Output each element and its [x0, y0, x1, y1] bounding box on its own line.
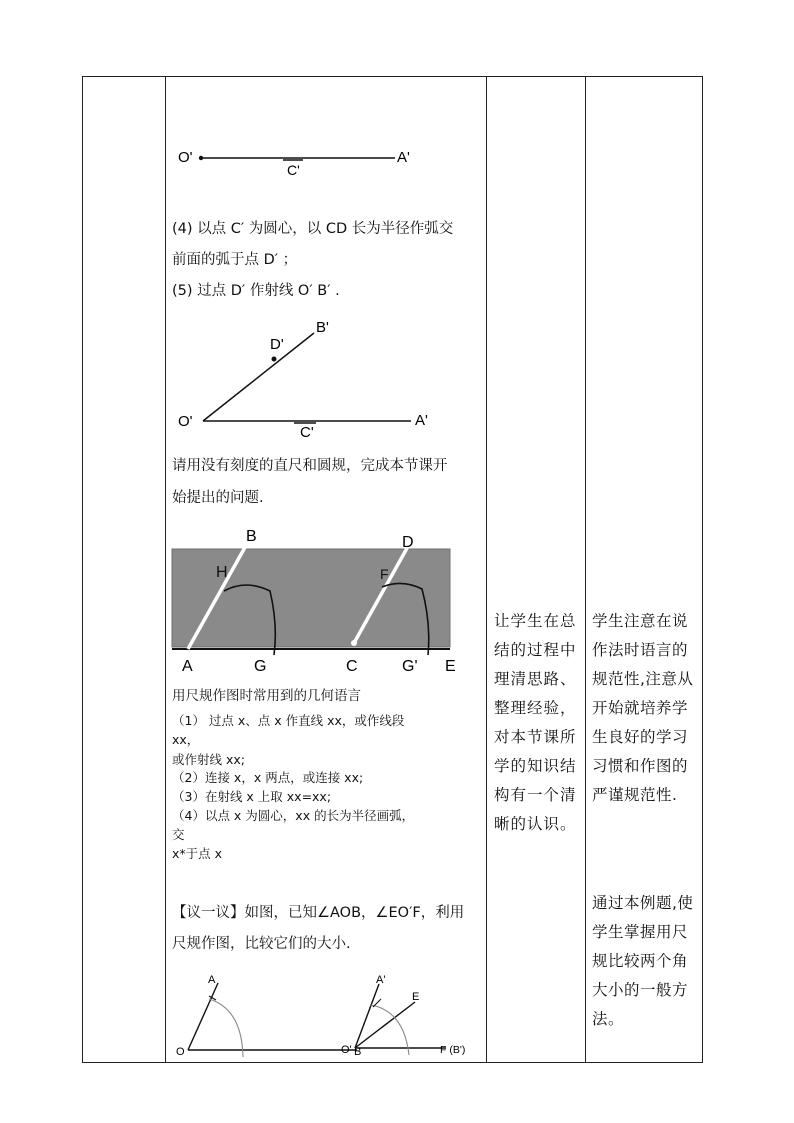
figure-ray-ob [166, 315, 486, 445]
geometry-line5: （3）在射线 x 上取 xx=xx; [172, 789, 332, 804]
photo-label-c: C [346, 658, 358, 675]
prompt-line2: 始提出的问题. [172, 490, 264, 506]
remarks-line: 规比较两个角 [592, 952, 689, 970]
remarks-line: 大小的一般方 [592, 981, 689, 999]
remarks-line: 习惯和作图的 [592, 757, 689, 775]
remarks-cell [586, 77, 704, 1062]
label-o-prime-2: O' [178, 413, 193, 430]
discuss-line1: 【议一议】如图，已知∠AOB，∠EO′F，利用 [172, 905, 465, 921]
label-c-prime: C' [287, 162, 300, 178]
angle-label-a: A [208, 974, 216, 986]
photo-label-h: H [216, 564, 228, 581]
intent-line: 结的过程中 [494, 641, 577, 659]
angle-label-b: B [354, 1046, 362, 1058]
remarks-line: 学生掌握用尺 [592, 923, 689, 941]
intent-line: 让学生在总 [494, 612, 577, 630]
angle-label-e: E [412, 991, 420, 1003]
figure-photo-parallel [166, 525, 486, 675]
intent-cell [487, 77, 585, 1062]
figure-segment-oa [166, 137, 486, 187]
remarks-line: 作法时语言的 [592, 641, 689, 659]
intent-line: 构有一个清 [494, 786, 577, 804]
intent-line: 对本节课所 [494, 728, 577, 746]
discuss-line2: 尺规作图，比较它们的大小. [172, 936, 351, 952]
photo-label-f: F [380, 566, 389, 582]
remarks-line: 规范性,注意从 [592, 670, 694, 688]
geometry-line3: 或作射线 xx; [172, 752, 245, 767]
intent-line: 学的知识结 [494, 757, 577, 775]
label-b-prime: B' [316, 319, 329, 336]
photo-label-g2: G' [402, 658, 418, 675]
intent-line: 理清思路、 [494, 670, 577, 688]
label-o-prime: O' [178, 149, 193, 166]
remarks-para1 [592, 607, 704, 810]
step4-line1: (4) 以点 C′ 为圆心，以 CD 长为半径作弧交 [172, 221, 454, 237]
photo-label-a: A [182, 658, 193, 675]
geometry-line2: xx， [172, 732, 200, 747]
angle-label-o-prime: O' [341, 1044, 352, 1056]
figure-angle-eof [334, 969, 486, 1064]
arc-tick-a-prime [373, 999, 381, 1007]
arc-aob [209, 999, 243, 1057]
label-a-prime: A' [397, 149, 410, 166]
geometry-line6: （4）以点 x 为圆心，xx 的长为半径画弧， [172, 808, 415, 823]
lesson-table [82, 76, 703, 1063]
geometry-language-title: 用尺规作图时常用到的几何语言 [172, 688, 361, 704]
point-c [351, 640, 357, 646]
photo-label-e: E [445, 658, 456, 675]
geometry-line7: 交 [172, 827, 185, 842]
photo-label-g: G [254, 658, 267, 675]
remarks-line: 通过本例题,使 [592, 894, 694, 912]
geometry-line8: x*于点 x [172, 846, 223, 861]
step5: (5) 过点 D′ 作射线 O′ B′ . [172, 283, 340, 299]
photo-label-b: B [246, 528, 257, 545]
ruler-board [172, 549, 450, 647]
angle-label-o: O [176, 1046, 185, 1058]
remarks-line: 严谨规范性. [592, 786, 678, 804]
photo-label-d: D [402, 534, 414, 551]
geometry-line4: （2）连接 x，x 两点，或连接 xx; [172, 770, 364, 785]
remarks-line: 学生注意在说 [592, 612, 689, 630]
angle-label-f-b: F (B') [440, 1044, 466, 1056]
intent-line: 晰的认识。 [494, 815, 577, 833]
point-d-prime [272, 357, 277, 362]
label-a-prime-2: A' [415, 412, 428, 429]
ray-o-a-angle [188, 983, 218, 1050]
intent-text [494, 607, 584, 839]
remarks-line: 生良好的学习 [592, 728, 689, 746]
ray-o-b [203, 333, 314, 421]
label-d-prime: D' [270, 336, 284, 353]
intent-line: 整理经验， [494, 699, 577, 717]
label-c-prime-2: C' [300, 424, 314, 441]
geometry-line1: （1） 过点 x、点 x 作直线 xx，或作线段 [172, 713, 405, 728]
step4-line2: 前面的弧于点 D′ ； [172, 252, 298, 268]
prompt-line1: 请用没有刻度的直尺和圆规，完成本节课开 [172, 458, 448, 474]
angle-label-a-prime: A' [376, 974, 386, 986]
remarks-para2 [592, 889, 704, 1034]
remarks-line: 开始就培养学 [592, 699, 689, 717]
remarks-line: 法。 [592, 1010, 625, 1028]
main-content-cell [166, 77, 486, 1062]
